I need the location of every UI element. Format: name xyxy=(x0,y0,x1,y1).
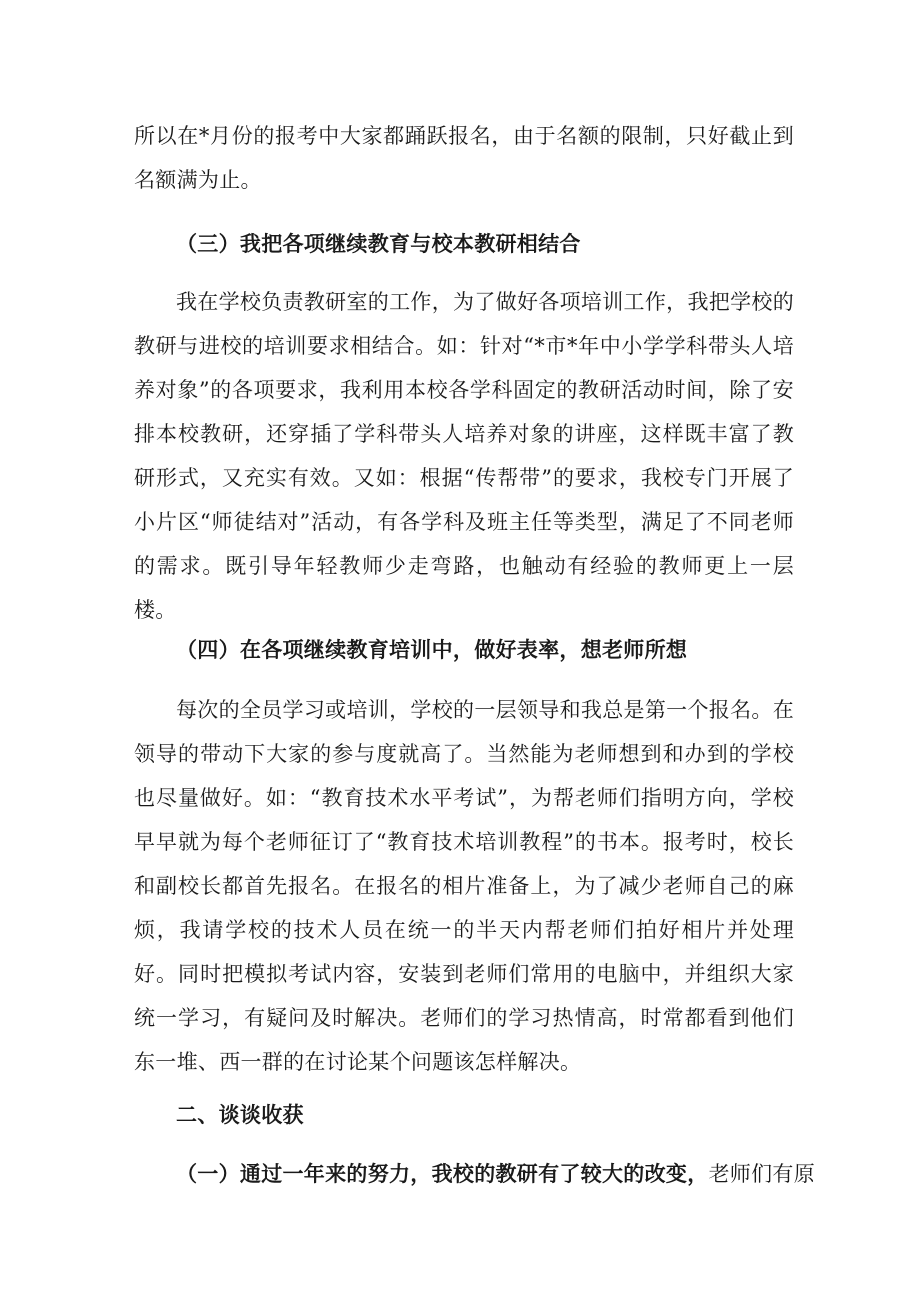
section-two-heading: 二、谈谈收获 xyxy=(176,1103,304,1127)
heading-three: （三）我把各项继续教育与校本教研相结合 xyxy=(176,232,581,256)
paragraph-four: 每次的全员学习或培训，学校的一层领导和我总是第一个报名。在领导的带动下大家的参与度就高了。当然能为老师想到和办到的学校也尽量做好。如：“教育技术水平考试”，为帮老师们指明方向，学校早早就为每个老师征订了“教育技术培训教程”的书本。报考时，校长和副校长都首先报名。在报名的相片准备上，为了减少老师自己的麻烦，我请学校的技术人员在统一的半天内帮老师们拍好相片并处理好。同时把模拟考试内容，安装到老师们常用的电脑中，并组织大家统一学习，有疑问及时解决。老师们的学习热情高，时常都看到他们东一堆、西一群的在讨论某个问题该怎样解决。 xyxy=(134,698,794,1074)
subsection-one-heading: （一）通过一年来的努力，我校的教研有了较大的改变， xyxy=(176,1162,709,1186)
paragraph-continued: 所以在*月份的报考中大家都踊跃报名，由于名额的限制，只好截止到名额满为止。 xyxy=(134,124,794,192)
heading-four: （四）在各项继续教育培训中，做好表率，想老师所想 xyxy=(176,638,688,662)
paragraph-three: 我在学校负责教研室的工作，为了做好各项培训工作，我把学校的教研与进校的培训要求相结合。如：针对“*市*年中小学学科带头人培养对象”的各项要求，我利用本校各学科固定的教研活动时间，除了安排本校教研，还穿插了学科带头人培养对象的讲座，这样既丰富了教研形式，又充实有效。又如：根据“传帮带”的要求，我校专门开展了小片区“师徒结对”活动，有各学科及班主任等类型，满足了不同老师的需求。既引导年轻教师少走弯路，也触动有经验的教师更上一层楼。 xyxy=(134,290,794,622)
subsection-one-text: 老师们有原 xyxy=(708,1162,815,1186)
subsection-one-line xyxy=(176,1152,816,1196)
